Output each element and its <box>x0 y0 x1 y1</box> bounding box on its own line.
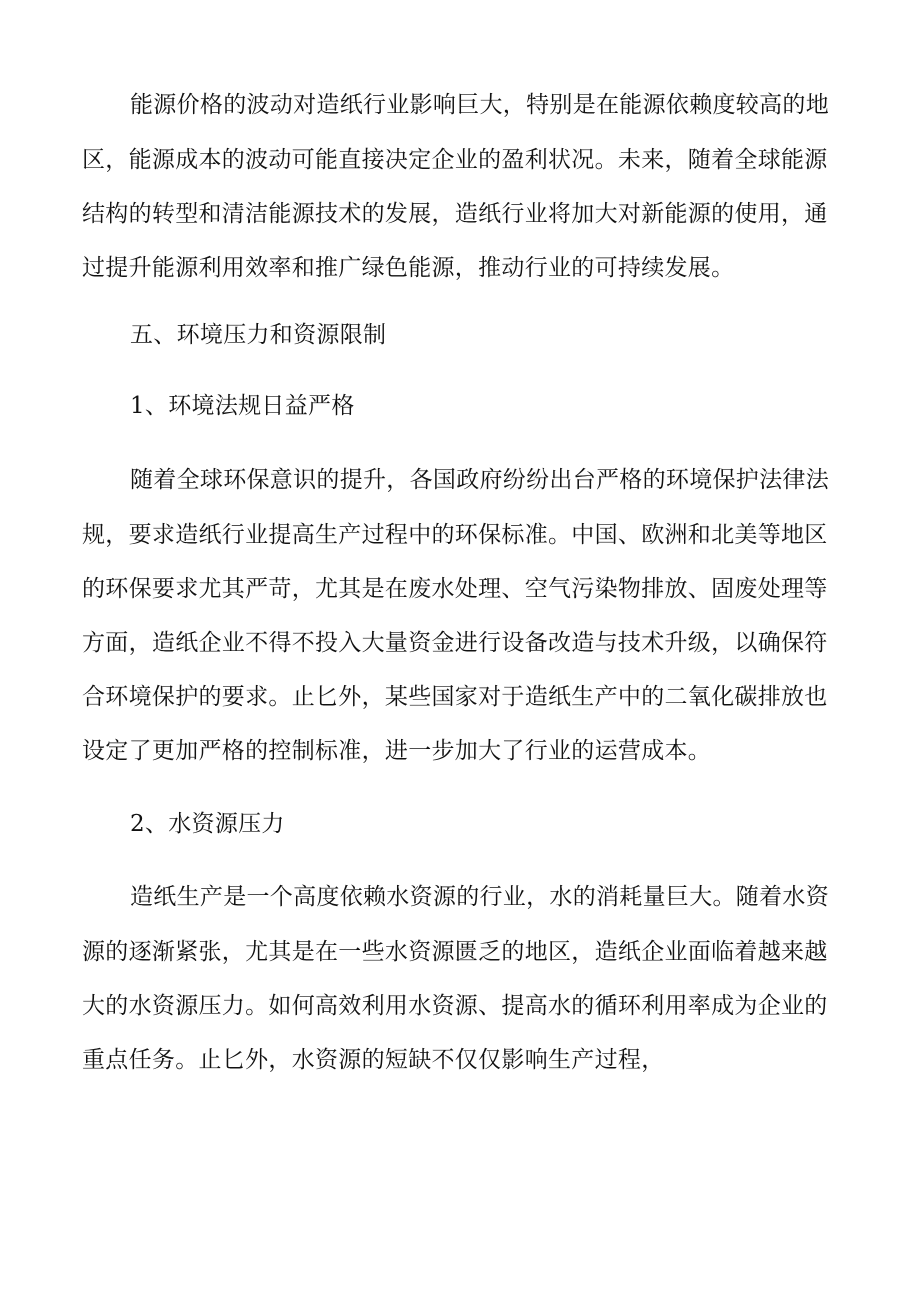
subheading-2: 2、水资源压力 <box>130 811 285 837</box>
paragraph-1-line-2: 区，能源成本的波动可能直接决定企业的盈利状况。未来，随着全球能源 <box>82 147 828 173</box>
paragraph-1-line-1: 能源价格的波动对造纸行业影响巨大，特别是在能源依赖度较高的地 <box>130 92 829 118</box>
paragraph-2-line-3: 的环保要求尤其严苛，尤其是在废水处理、空气污染物排放、固废处理等 <box>82 576 828 602</box>
section-heading: 五、环境压力和资源限制 <box>130 322 387 348</box>
paragraph-3-line-1: 造纸生产是一个高度依赖水资源的行业，水的消耗量巨大。随着水资 <box>130 884 829 910</box>
subheading-1: 1、环境法规日益严格 <box>130 393 355 419</box>
paragraph-2-line-1: 随着全球环保意识的提升，各国政府纷纷出台严格的环境保护法律法 <box>130 467 829 493</box>
paragraph-1-line-4: 过提升能源利用效率和推广绿色能源，推动行业的可持续发展。 <box>82 255 735 281</box>
paragraph-2-line-5: 合环境保护的要求。止匕外，某些国家对于造纸生产中的二氧化碳排放也 <box>82 684 828 710</box>
paragraph-3-line-3: 大的水资源压力。如何高效利用水资源、提高水的循环利用率成为企业的 <box>82 993 828 1019</box>
paragraph-2-line-6: 设定了更加严格的控制标准，进一步加大了行业的运营成本。 <box>82 738 712 764</box>
paragraph-3-line-2: 源的逐渐紧张，尤其是在一些水资源匮乏的地区，造纸企业面临着越来越 <box>82 939 828 965</box>
paragraph-2-line-4: 方面，造纸企业不得不投入大量资金进行设备改造与技术升级，以确保符 <box>82 630 828 656</box>
paragraph-2-line-2: 规，要求造纸行业提高生产过程中的环保标准。中国、欧洲和北美等地区 <box>82 522 828 548</box>
paragraph-3-line-4: 重点任务。止匕外，水资源的短缺不仅仅影响生产过程， <box>82 1047 665 1073</box>
paragraph-1-line-3: 结构的转型和清洁能源技术的发展，造纸行业将加大对新能源的使用，通 <box>82 201 828 227</box>
